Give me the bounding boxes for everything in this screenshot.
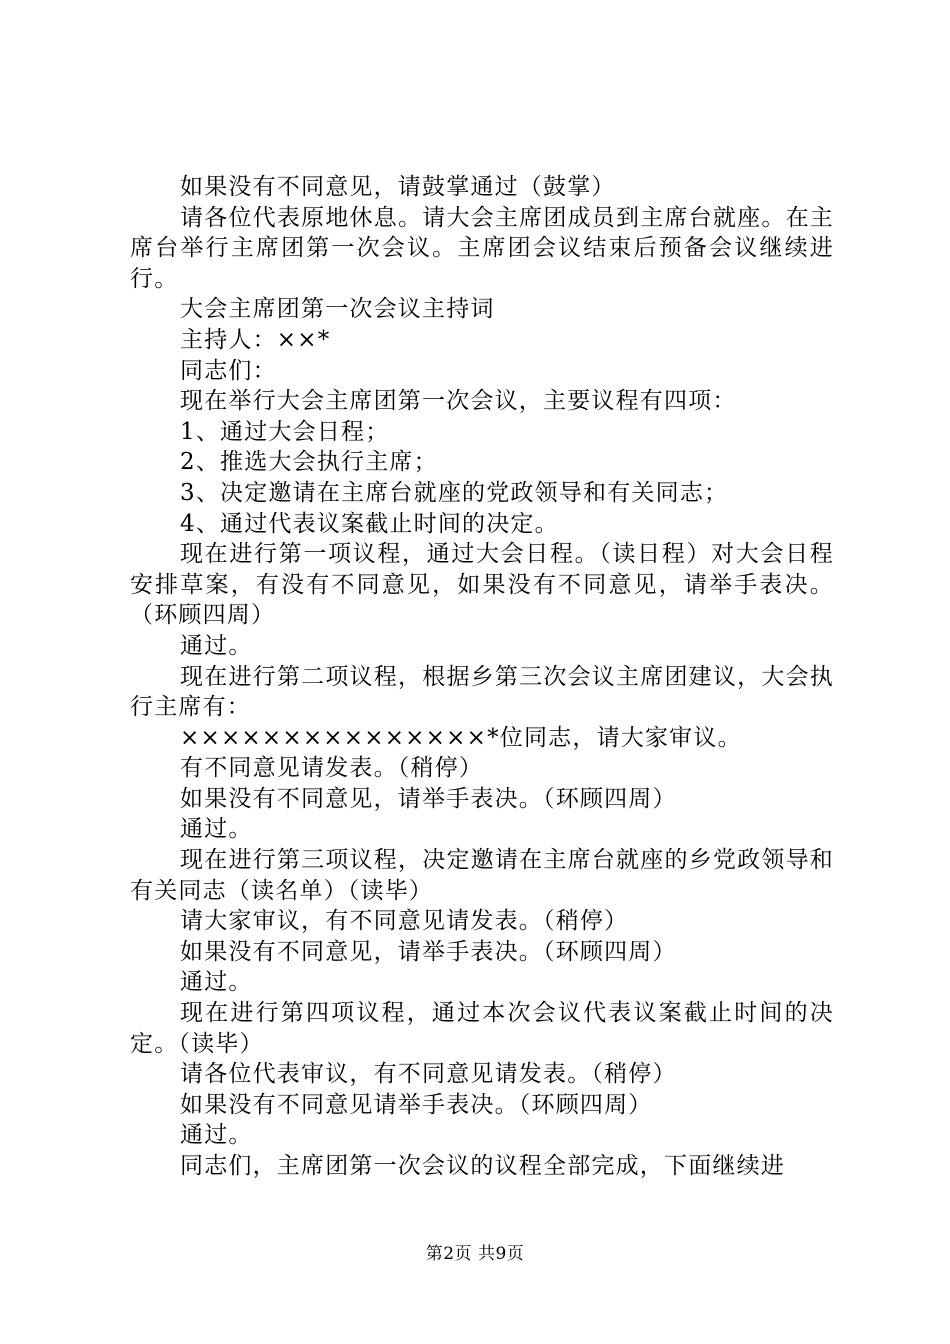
paragraph: 2、推选大会执行主席； — [180, 449, 438, 476]
paragraph: 现在进行第四项议程，通过本次会议代表议案截止时间的决定。（读毕） — [130, 1000, 834, 1057]
paragraph: 通过。 — [180, 632, 253, 659]
paragraph: 请大家审议，有不同意见请发表。（稍停） — [180, 908, 629, 935]
paragraph: 主持人：××* — [180, 326, 331, 353]
paragraph: 同志们： — [180, 357, 277, 384]
paragraph: 现在举行大会主席团第一次会议，主要议程有四项： — [180, 388, 737, 415]
paragraph: 通过。 — [180, 1122, 253, 1149]
paragraph: 大会主席团第一次会议主持词 — [180, 296, 495, 323]
paragraph: 如果没有不同意见，请举手表决。（环顾四周） — [180, 938, 677, 965]
page-footer: 第2页 共9页 — [425, 1244, 525, 1264]
paragraph: 如果没有不同意见，请举手表决。（环顾四周） — [180, 785, 677, 812]
paragraph: 通过。 — [180, 969, 253, 996]
paragraph: 现在进行第三项议程，决定邀请在主席台就座的乡党政领导和有关同志（读名单）（读毕） — [130, 847, 834, 904]
document-body — [130, 172, 834, 1182]
paragraph: 如果没有不同意见，请鼓掌通过（鼓掌） — [180, 174, 616, 200]
paragraph: 有不同意见请发表。（稍停） — [180, 755, 484, 782]
paragraph: 现在进行第一项议程，通过大会日程。（读日程）对大会日程安排草案，有没有不同意见，如果没有不同意见，请举手表决。（环顾四周） — [130, 541, 834, 629]
paragraph: 请各位代表审议，有不同意见请发表。（稍停） — [180, 1061, 677, 1088]
paragraph: 请各位代表原地休息。请大会主席团成员到主席台就座。在主席台举行主席团第一次会议。主席团会议结束后预备会议继续进行。 — [130, 204, 834, 292]
paragraph: 3、决定邀请在主席台就座的党政领导和有关同志； — [180, 479, 729, 506]
paragraph: 4、通过代表议案截止时间的决定。 — [180, 510, 559, 537]
paragraph: 现在进行第二项议程，根据乡第三次会议主席团建议，大会执行主席有： — [130, 663, 834, 721]
paragraph: ×××××××××××××××*位同志，请大家审议。 — [180, 724, 742, 751]
paragraph: 如果没有不同意见请举手表决。（环顾四周） — [180, 1091, 653, 1118]
paragraph: 1、通过大会日程； — [180, 418, 390, 445]
paragraph: 同志们，主席团第一次会议的议程全部完成，下面继续进 — [180, 1153, 785, 1179]
paragraph: 通过。 — [180, 816, 253, 843]
